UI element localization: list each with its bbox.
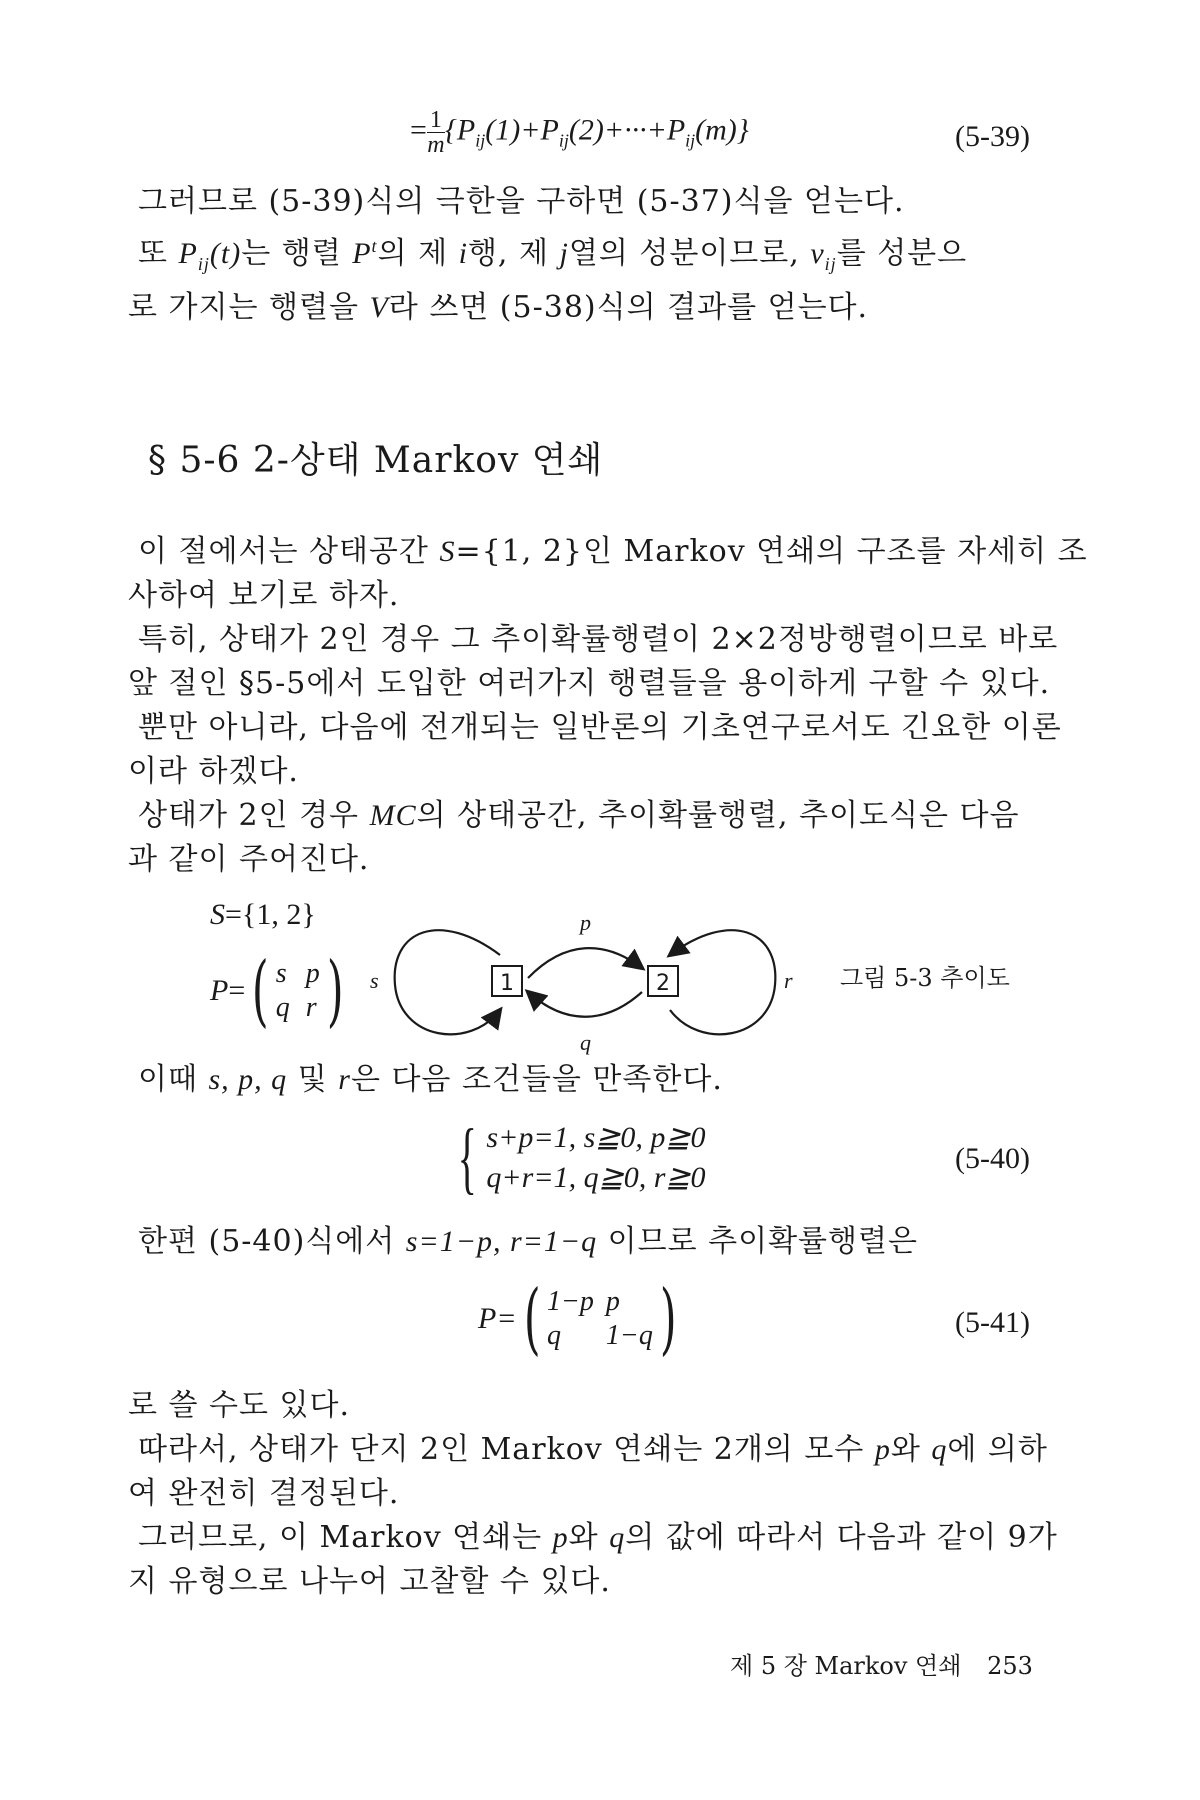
paragraph-4	[138, 1220, 918, 1264]
equation-number-5-40: (5-40)	[955, 1142, 1030, 1175]
state-node-2-label: 2	[656, 971, 670, 996]
transition-diagram	[370, 900, 800, 1060]
transition-matrix-definition: P=( s p q r )	[210, 946, 344, 1036]
equation-5-41: P=( 1−p p q 1−q )	[478, 1274, 677, 1364]
text-line: 여 완전히 결정된다.	[128, 1476, 400, 1511]
right-paren: )	[326, 946, 344, 1036]
right-paren: )	[659, 1274, 677, 1364]
paragraph-2	[128, 530, 1088, 882]
matrix: s p q r	[275, 958, 320, 1023]
text-line: 이때 s, p, q 및 r은 다음 조건들을 만족한다.	[138, 1062, 723, 1097]
paragraph-1	[128, 180, 967, 330]
equation-5-39: = $\frac{1}{m}$ $\{P_{ij}(1)+P_{ij}(2)+\cdot\cdot\cdot+P_{ij}(m)\}$	[410, 107, 749, 158]
equation-5-40: { s+p=1, s≧0, p≧0 q+r=1, q≧0, r≧0	[457, 1114, 706, 1202]
text-line: 따라서, 상태가 단지 2인 Markov 연쇄는 2개의 모수 p와 q에 의하	[138, 1432, 1048, 1467]
self-loop-1	[395, 930, 500, 1034]
edge-label-r: r	[784, 968, 793, 993]
text-line: 특히, 상태가 2인 경우 그 추이확률행렬이 2×2정방행렬이므로 바로	[138, 622, 1059, 657]
equation-number-5-39: (5-39)	[955, 120, 1030, 153]
fraction: $\frac{1}{m}$	[427, 107, 445, 158]
section-heading: § 5-6 2-상태 Markov 연쇄	[148, 440, 604, 481]
left-paren: (	[523, 1274, 541, 1364]
page-number: 253	[987, 1652, 1033, 1680]
text-line: 과 같이 주어진다.	[128, 842, 370, 877]
paragraph-3	[138, 1058, 723, 1102]
matrix: 1−p p q 1−q	[547, 1286, 653, 1351]
edge-1-to-2	[528, 948, 642, 978]
edge-label-p: p	[580, 910, 591, 935]
chapter-label: 제 5 장 Markov 연쇄	[730, 1652, 962, 1680]
text-line: 이 절에서는 상태공간 S={1, 2}인 Markov 연쇄의 구조를 자세히 조	[138, 534, 1088, 569]
edge-2-to-1	[528, 992, 642, 1017]
left-brace: {	[457, 1114, 477, 1202]
text-line: 그러므로 (5-39)식의 극한을 구하면 (5-37)식을 얻는다.	[138, 184, 905, 219]
edge-label-s: s	[370, 968, 379, 993]
text-line: 뿐만 아니라, 다음에 전개되는 일반론의 기초연구로서도 긴요한 이론	[138, 710, 1062, 745]
state-node-1-label: 1	[500, 971, 514, 996]
text-line: 그러므로, 이 Markov 연쇄는 p와 q의 값에 따라서 다음과 같이 9가	[138, 1520, 1058, 1555]
text-line: 앞 절인 §5-5에서 도입한 여러가지 행렬들을 용이하게 구할 수 있다.	[128, 666, 1051, 701]
text-line: 사하여 보기로 하자.	[128, 578, 400, 613]
text-line: 상태가 2인 경우 MC의 상태공간, 추이확률행렬, 추이도식은 다음	[138, 798, 1020, 833]
left-paren: (	[252, 946, 269, 1036]
running-footer	[730, 1646, 1033, 1681]
figure-caption: 그림 5-3 추이도	[840, 964, 1010, 992]
text-line: 로 가지는 행렬을 V라 쓰면 (5-38)식의 결과를 얻는다.	[128, 290, 869, 325]
self-loop-2	[670, 930, 775, 1034]
equation-number-5-41: (5-41)	[955, 1306, 1030, 1339]
text-line: 이라 하겠다.	[128, 754, 299, 789]
text-line: 한편 (5-40)식에서 s=1−p, r=1−q 이므로 추이확률행렬은	[138, 1224, 918, 1259]
text-line: 지 유형으로 나누어 고찰할 수 있다.	[128, 1564, 611, 1599]
text-line: 또 $P_{ij}(t)$는 행렬 $P^t$의 제 i행, 제 j열의 성분이므로, $v_{ij}$를 성분으	[138, 236, 968, 274]
paragraph-5	[128, 1384, 1058, 1604]
state-space-definition: S={1, 2}	[210, 898, 316, 931]
text-line: 로 쓸 수도 있다.	[128, 1388, 351, 1423]
edge-label-q: q	[580, 1030, 591, 1055]
